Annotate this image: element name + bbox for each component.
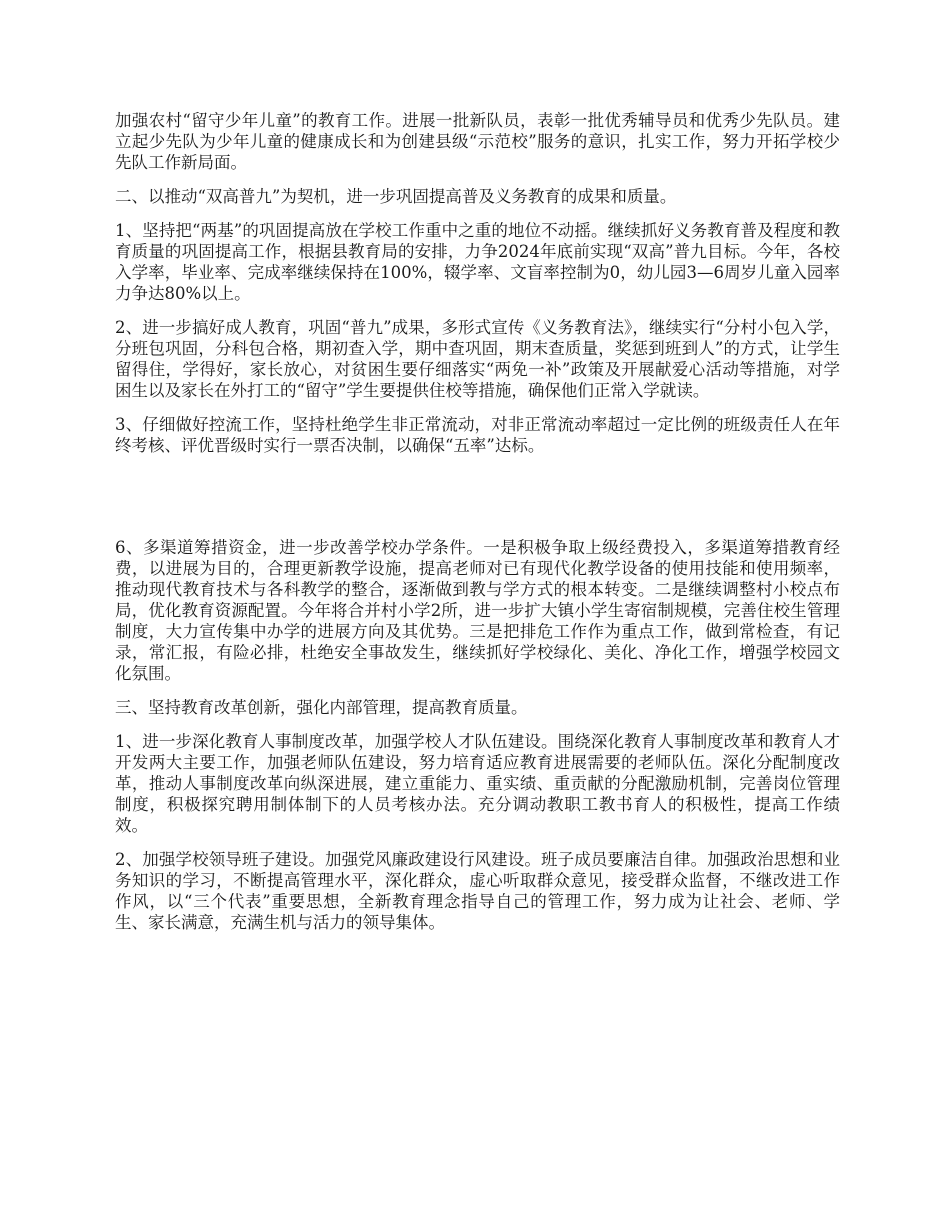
paragraph-section3-item-2: 2、加强学校领导班子建设。加强党风廉政建设行风建设。班子成员要廉洁自律。加强政治思想和业务知识的学习，不断提高管理水平，深化群众，虚心听取群众意见，接受群众监督，不继改进工作作风，以“三个代表”重要思想，全新教育理念指导自己的管理工作，努力成为让社会、老师、学生、家长满意，充满生机与活力的领导集体。	[115, 850, 840, 932]
paragraph-item-1: 1、坚持把“两基”的巩固提高放在学校工作重中之重的地位不动摇。继续抓好义务教育普及程度和教育质量的巩固提高工作，根据县教育局的安排，力争2024年底前实现“双高”普九目标。今年，各校入学率，毕业率、完成率继续保持在100%，辍学率、文盲率控制为0，幼儿园3—6周岁儿童入园率力争达80%以上。	[115, 221, 840, 303]
section-heading-three: 三、坚持教育改革创新，强化内部管理，提高教育质量。	[115, 698, 528, 717]
blank-gap	[115, 469, 840, 537]
document-body	[115, 110, 840, 946]
paragraph-item-2: 2、进一步搞好成人教育，巩固“普九”成果，多形式宣传《义务教育法》，继续实行“分村小包入学，分班包巩固，分科包合格，期初查入学，期中查巩固，期末查质量，奖惩到班到人”的方式，让学生留得住，学得好，家长放心，对贫困生要仔细落实“两免一补”政策及开展献爱心活动等措施，对学困生以及家长在外打工的“留守”学生要提供住校等措施，确保他们正常入学就读。	[115, 318, 840, 400]
paragraph-item-3: 3、仔细做好控流工作，坚持杜绝学生非正常流动，对非正常流动率超过一定比例的班级责任人在年终考核、评优晋级时实行一票否决制，以确保“五率”达标。	[115, 415, 840, 455]
section-heading-two: 二、以推动“双高普九”为契机，进一步巩固提高普及义务教育的成果和质量。	[115, 187, 677, 206]
paragraph-section3-item-1: 1、进一步深化教育人事制度改革，加强学校人才队伍建设。围绕深化教育人事制度改革和教育人才开发两大主要工作，加强老师队伍建设，努力培育适应教育进展需要的老师队伍。深化分配制度改革，推动人事制度改革向纵深进展，建立重能力、重实绩、重贡献的分配激励机制，完善岗位管理制度，积极探究聘用制体制下的人员考核办法。充分调动教职工教书育人的积极性，提高工作绩效。	[115, 732, 840, 835]
paragraph-left-behind-children: 加强农村“留守少年儿童”的教育工作。进展一批新队员，表彰一批优秀辅导员和优秀少先队员。建立起少先队为少年儿童的健康成长和为创建县级“示范校”服务的意识，扎实工作，努力开拓学校少先队工作新局面。	[115, 111, 840, 172]
paragraph-item-6: 6、多渠道筹措资金，进一步改善学校办学条件。一是积极争取上级经费投入，多渠道筹措教育经费，以进展为目的，合理更新教学设施，提高老师对已有现代化教学设备的使用技能和使用频率，推动现代教育技术与各科教学的整合，逐渐做到教与学方式的根本转变。二是继续调整村小校点布局，优化教育资源配置。今年将合并村小学2所，进一步扩大镇小学生寄宿制规模，完善住校生管理制度，大力宣传集中办学的进展方向及其优势。三是把排危工作作为重点工作，做到常检查，有记录，常汇报，有险必排，杜绝安全事故发生，继续抓好学校绿化、美化、净化工作，增强学校园文化氛围。	[115, 538, 840, 683]
